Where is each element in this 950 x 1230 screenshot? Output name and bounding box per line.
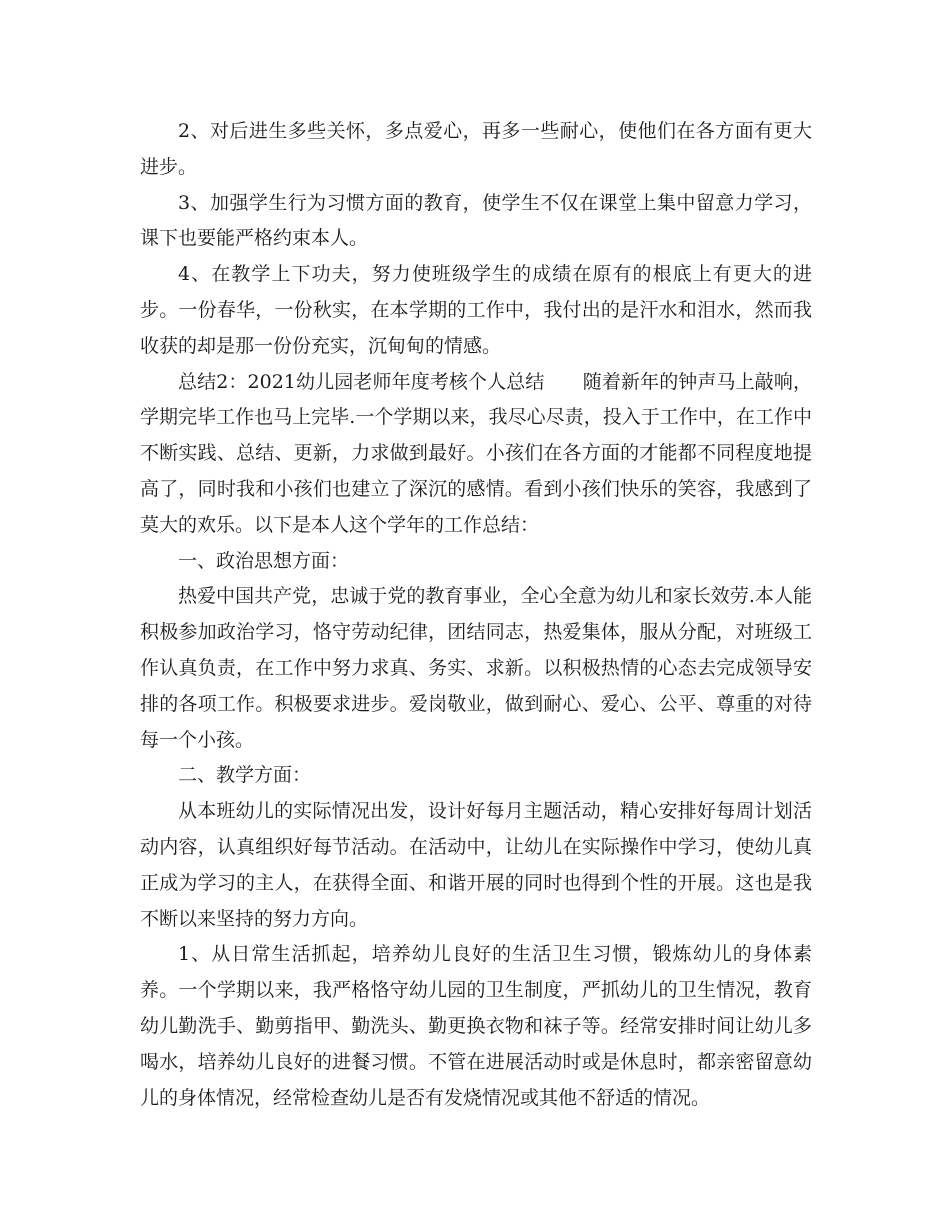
paragraph-teaching: 从本班幼儿的实际情况出发，设计好每月主题活动，精心安排好每周计划活动内容，认真组织好每节活动。在活动中，让幼儿在实际操作中学习，使幼儿真正成为学习的主人，在获得全面、和谐开展的同时也得到个性的开展。这也是我不断以来坚持的努力方向。 <box>140 800 812 930</box>
paragraph-item-3: 3、加强学生行为习惯方面的教育，使学生不仅在课堂上集中留意力学习，课下也要能严格约束本人。 <box>140 191 812 250</box>
section-heading-politics: 一、政治思想方面： <box>178 549 350 572</box>
paragraph-politics: 热爱中国共产党，忠诚于党的教育事业，全心全意为幼儿和家长效劳.本人能积极参加政治学习，恪守劳动纪律，团结同志，热爱集体，服从分配，对班级工作认真负责，在工作中努力求真、务实、求新。以积极热情的心态去完成领导安排的各项工作。积极要求进步。爱岗敬业，做到耐心、爱心、公平、尊重的对待每一个小孩。 <box>140 585 812 751</box>
document-body <box>140 114 812 1116</box>
section-heading-teaching: 二、教学方面： <box>178 764 312 787</box>
paragraph-daily-life: 1、从日常生活抓起，培养幼儿良好的生活卫生习惯，锻炼幼儿的身体素养。一个学期以来，我严格恪守幼儿园的卫生制度，严抓幼儿的卫生情况，教育幼儿勤洗手、勤剪指甲、勤洗头、勤更换衣物和袜子等。经常安排时间让幼儿多喝水，培养幼儿良好的进餐习惯。不管在进展活动时或是休息时，都亲密留意幼儿的身体情况，经常检查幼儿是否有发烧情况或其他不舒适的情况。 <box>140 943 812 1109</box>
paragraph-item-4: 4、在教学上下功夫，努力使班级学生的成绩在原有的根底上有更大的进步。一份春华，一份秋实，在本学期的工作中，我付出的是汗水和泪水，然而我收获的却是那一份份充实，沉甸甸的情感。 <box>140 263 812 357</box>
paragraph-summary-2: 总结2：2021幼儿园老师年度考核个人总结 随着新年的钟声马上敲响，学期完毕工作也马上完毕.一个学期以来，我尽心尽责，投入于工作中，在工作中不断实践、总结、更新，力求做到最好。小孩们在各方面的才能都不同程度地提高了，同时我和小孩们也建立了深沉的感情。看到小孩们快乐的笑容，我感到了莫大的欢乐。以下是本人这个学年的工作总结： <box>140 370 812 536</box>
paragraph-item-2: 2、对后进生多些关怀，多点爱心，再多一些耐心，使他们在各方面有更大进步。 <box>140 120 812 178</box>
